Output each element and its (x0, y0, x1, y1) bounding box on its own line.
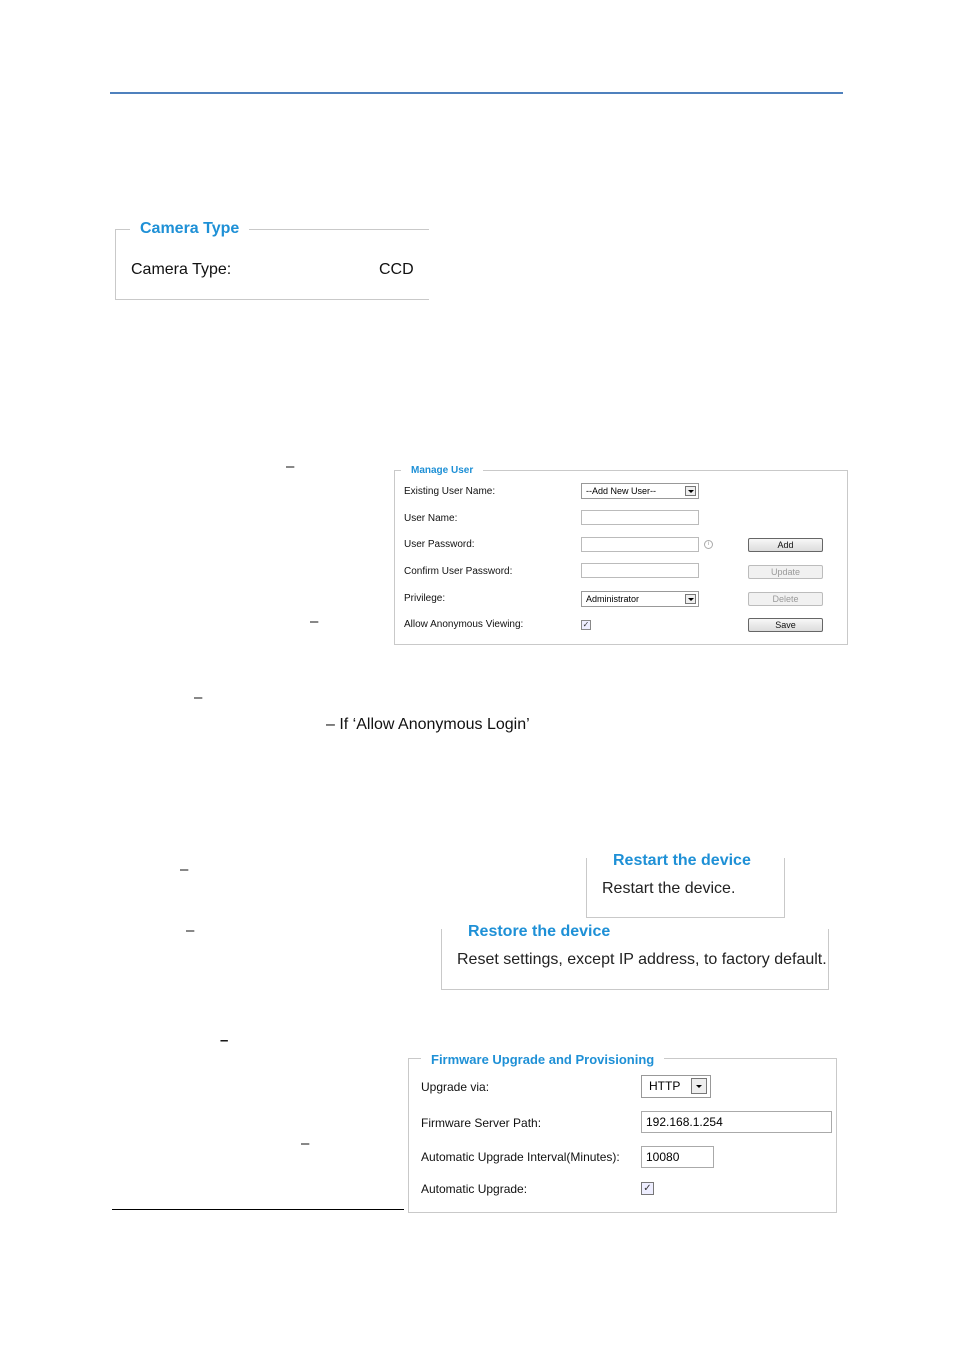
restart-text[interactable]: Restart the device. (602, 880, 736, 897)
upgrade-interval-label: Automatic Upgrade Interval(Minutes): (421, 1150, 620, 1164)
anonymous-login-text: – If ‘Allow Anonymous Login’ (326, 716, 530, 733)
upgrade-via-label: Upgrade via: (421, 1080, 490, 1094)
restart-legend: Restart the device (603, 852, 761, 870)
privilege-label: Privilege: (404, 593, 446, 604)
anonymous-viewing-label: Allow Anonymous Viewing: (404, 619, 524, 630)
check-icon: ✓ (582, 620, 590, 629)
dash-5: – (186, 922, 195, 939)
server-path-label: Firmware Server Path: (421, 1116, 542, 1130)
header-rule (110, 92, 843, 94)
anonymous-viewing-checkbox[interactable] (581, 620, 591, 630)
existing-user-select[interactable] (581, 483, 699, 499)
restore-panel (441, 923, 829, 990)
upgrade-interval-input[interactable]: 10080 (641, 1146, 714, 1168)
info-icon: i (704, 540, 713, 549)
existing-user-label: Existing User Name: (404, 486, 496, 497)
check-icon: ✓ (643, 1183, 652, 1194)
existing-user-value: --Add New User-- (586, 486, 657, 496)
upgrade-via-select[interactable] (641, 1075, 711, 1098)
chevron-down-icon[interactable] (685, 594, 696, 604)
camera-type-label: Camera Type: (131, 261, 232, 278)
upgrade-via-value: HTTP (649, 1079, 681, 1093)
user-password-label: User Password: (404, 539, 475, 550)
user-password-input[interactable] (581, 537, 699, 552)
user-name-label: User Name: (404, 513, 458, 524)
manage-user-panel (394, 465, 848, 645)
camera-type-legend: Camera Type (130, 220, 249, 238)
manage-user-legend: Manage User (401, 465, 483, 476)
chevron-down-icon[interactable] (691, 1078, 707, 1094)
chevron-down-icon[interactable] (685, 486, 696, 496)
privilege-select[interactable] (581, 591, 699, 607)
footer-rule (112, 1209, 404, 1210)
dash-1: – (286, 458, 295, 475)
dash-2: – (310, 613, 319, 630)
add-button[interactable]: Add (748, 538, 823, 552)
camera-type-value: CCD (379, 261, 414, 278)
camera-type-panel (115, 220, 429, 300)
dash-4: – (180, 861, 189, 878)
dash-6: – (220, 1032, 229, 1049)
confirm-password-input[interactable] (581, 563, 699, 578)
server-path-input[interactable]: 192.168.1.254 (641, 1111, 832, 1133)
restart-panel (586, 852, 785, 918)
auto-upgrade-label: Automatic Upgrade: (421, 1182, 528, 1196)
auto-upgrade-checkbox[interactable] (641, 1182, 654, 1195)
save-button[interactable]: Save (748, 618, 823, 632)
user-name-input[interactable] (581, 510, 699, 525)
confirm-password-label: Confirm User Password: (404, 566, 513, 577)
update-button[interactable]: Update (748, 565, 823, 579)
restore-legend: Restore the device (458, 923, 620, 941)
dash-3: – (194, 689, 203, 706)
firmware-legend: Firmware Upgrade and Provisioning (421, 1052, 664, 1067)
firmware-panel (408, 1052, 837, 1213)
delete-button[interactable]: Delete (748, 592, 823, 606)
dash-7: – (301, 1135, 310, 1152)
restore-text[interactable]: Reset settings, except IP address, to factory default. (457, 951, 827, 968)
privilege-value: Administrator (586, 594, 640, 604)
